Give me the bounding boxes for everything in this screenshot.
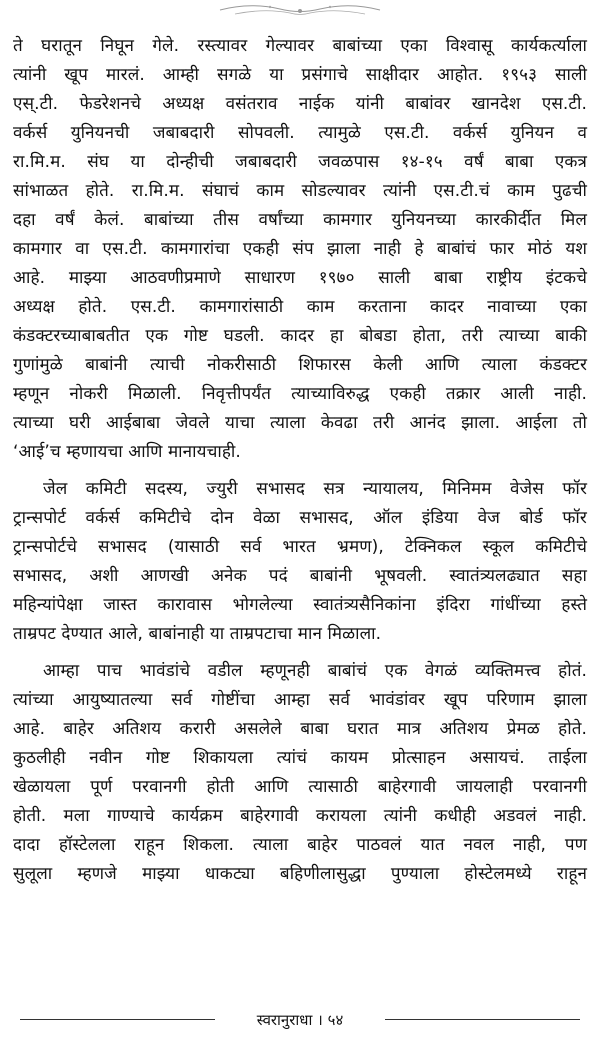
paragraph-2 — [13, 475, 587, 649]
text-line: कंडक्टरच्याबाबतीत एक गोष्ट घडली. कादर हा बोबडा होता, तरी त्याच्या बाकी — [13, 326, 587, 346]
paragraph-1 — [13, 32, 587, 467]
paragraph-3 — [13, 657, 587, 889]
text-line: ताम्रपट देण्यात आले, बाबांनाही या ताम्रपटाचा मान मिळाला. — [13, 624, 382, 644]
text-line: अध्यक्ष होते. एस.टी. कामगारांसाठी काम करताना कादर नावाच्या एका — [13, 297, 587, 317]
page-footer — [0, 1008, 600, 1032]
text-line: त्याच्या घरी आईबाबा जेवले याचा त्याला केवढा तरी आनंद झाला. आईला तो — [13, 413, 587, 433]
text-line: कामगार वा एस.टी. कामगारांचा एकही संप झाला नाही हे बाबांचं फार मोठं यश — [13, 239, 587, 259]
book-title: स्वरानुराधा — [256, 1011, 313, 1029]
text-line: आहे. माझ्या आठवणीप्रमाणे साधारण १९७० साली बाबा राष्ट्रीय इंटकचे — [13, 268, 587, 288]
text-line: सांभाळत होते. रा.मि.म. संघाचं काम सोडल्यावर त्यांनी एस.टी.चं काम पुढची — [13, 181, 587, 201]
text-line: एस्.टी. फेडरेशनचे अध्यक्ष वसंतराव नाईक यांनी बाबांवर खानदेश एस.टी. — [13, 94, 587, 114]
text-line: कुठलीही नवीन गोष्ट शिकायला त्यांचं कायम प्रोत्साहन असायचं. ताईला — [13, 748, 587, 768]
paragraph-gap — [13, 467, 587, 475]
text-line: दादा हॉस्टेलला राहून शिकला. त्याला बाहेर पाठवलं यात नवल नाही, पण — [13, 835, 587, 855]
text-line: आहे. बाहेर अतिशय करारी असलेले बाबा घरात मात्र अतिशय प्रेमळ होते. — [13, 719, 587, 739]
page-number: ५४ — [327, 1011, 344, 1029]
text-line: ट्रान्सपोर्टचे सभासद (यासाठी सर्व भारत भ्रमण), टेक्निकल स्कूल कमिटीचे — [13, 537, 587, 557]
text-line: आम्हा पाच भावंडांचे वडील म्हणूनही बाबांचं एक वेगळं व्यक्तिमत्त्व होतं. — [43, 661, 587, 681]
text-line: सुलूला म्हणजे माझ्या धाकट्या बहिणीलासुद्धा पुण्याला होस्टेलमध्ये राहून — [13, 864, 587, 884]
text-line: ‘आई’च म्हणायचा आणि मानायचाही. — [13, 442, 241, 462]
paragraph-gap — [13, 649, 587, 657]
footer-separator: । — [317, 1011, 323, 1029]
text-line: महिन्यांपेक्षा जास्त कारावास भोगलेल्या स्वातंत्र्यसैनिकांना इंदिरा गांधींच्या हस्ते — [13, 595, 587, 615]
text-line: म्हणून नोकरी मिळाली. निवृत्तीपर्यंत त्याच्याविरुद्ध एकही तक्रार आली नाही. — [13, 384, 587, 404]
text-line: रा.मि.म. संघ या दोन्हीची जबाबदारी जवळपास १४-१५ वर्षं बाबा एकत्र — [13, 152, 587, 172]
text-line: होती. मला गाण्याचे कार्यक्रम बाहेरगावी करायला त्यांनी कधीही अडवलं नाही. — [13, 806, 587, 826]
header-ornament — [0, 0, 600, 22]
text-line: वर्कर्स युनियनची जबाबदारी सोपवली. त्यामुळे एस.टी. वर्कर्स युनियन व — [13, 123, 587, 143]
text-line: ट्रान्सपोर्ट वर्कर्स कमिटीचे दोन वेळा सभासद, ऑल इंडिया वेज बोर्ड फॉर — [13, 508, 587, 528]
text-line: ते घरातून निघून गेले. रस्त्यावर गेल्यावर बाबांच्या एका विश्वासू कार्यकर्त्याला — [13, 36, 587, 56]
text-line: दहा वर्षं केलं. बाबांच्या तीस वर्षांच्या कामगार युनियनच्या कारकीर्दीत मिल — [13, 210, 587, 230]
text-line: जेल कमिटी सदस्य, ज्युरी सभासद सत्र न्यायालय, मिनिमम वेजेस फॉर — [43, 479, 587, 499]
text-line: खेळायला पूर्ण परवानगी होती आणि त्यासाठी बाहेरगावी जायलाही परवानगी — [13, 777, 587, 797]
text-line: गुणांमुळे बाबांनी त्याची नोकरीसाठी शिफारस केली आणि त्याला कंडक्टर — [13, 355, 587, 375]
ornament-flourish-icon — [0, 0, 600, 22]
footer-label — [0, 1010, 600, 1030]
text-line: सभासद, अशी आणखी अनेक पदं बाबांनी भूषवली. स्वातंत्र्यलढ्यात सहा — [13, 566, 587, 586]
text-line: त्यांच्या आयुष्यातल्या सर्व गोष्टींचा आम्हा सर्व भावंडांवर खूप परिणाम झाला — [13, 690, 587, 710]
page-body — [13, 32, 587, 889]
text-line: त्यांनी खूप मारलं. आम्ही सगळे या प्रसंगाचे साक्षीदार आहोत. १९५३ साली — [13, 65, 587, 85]
